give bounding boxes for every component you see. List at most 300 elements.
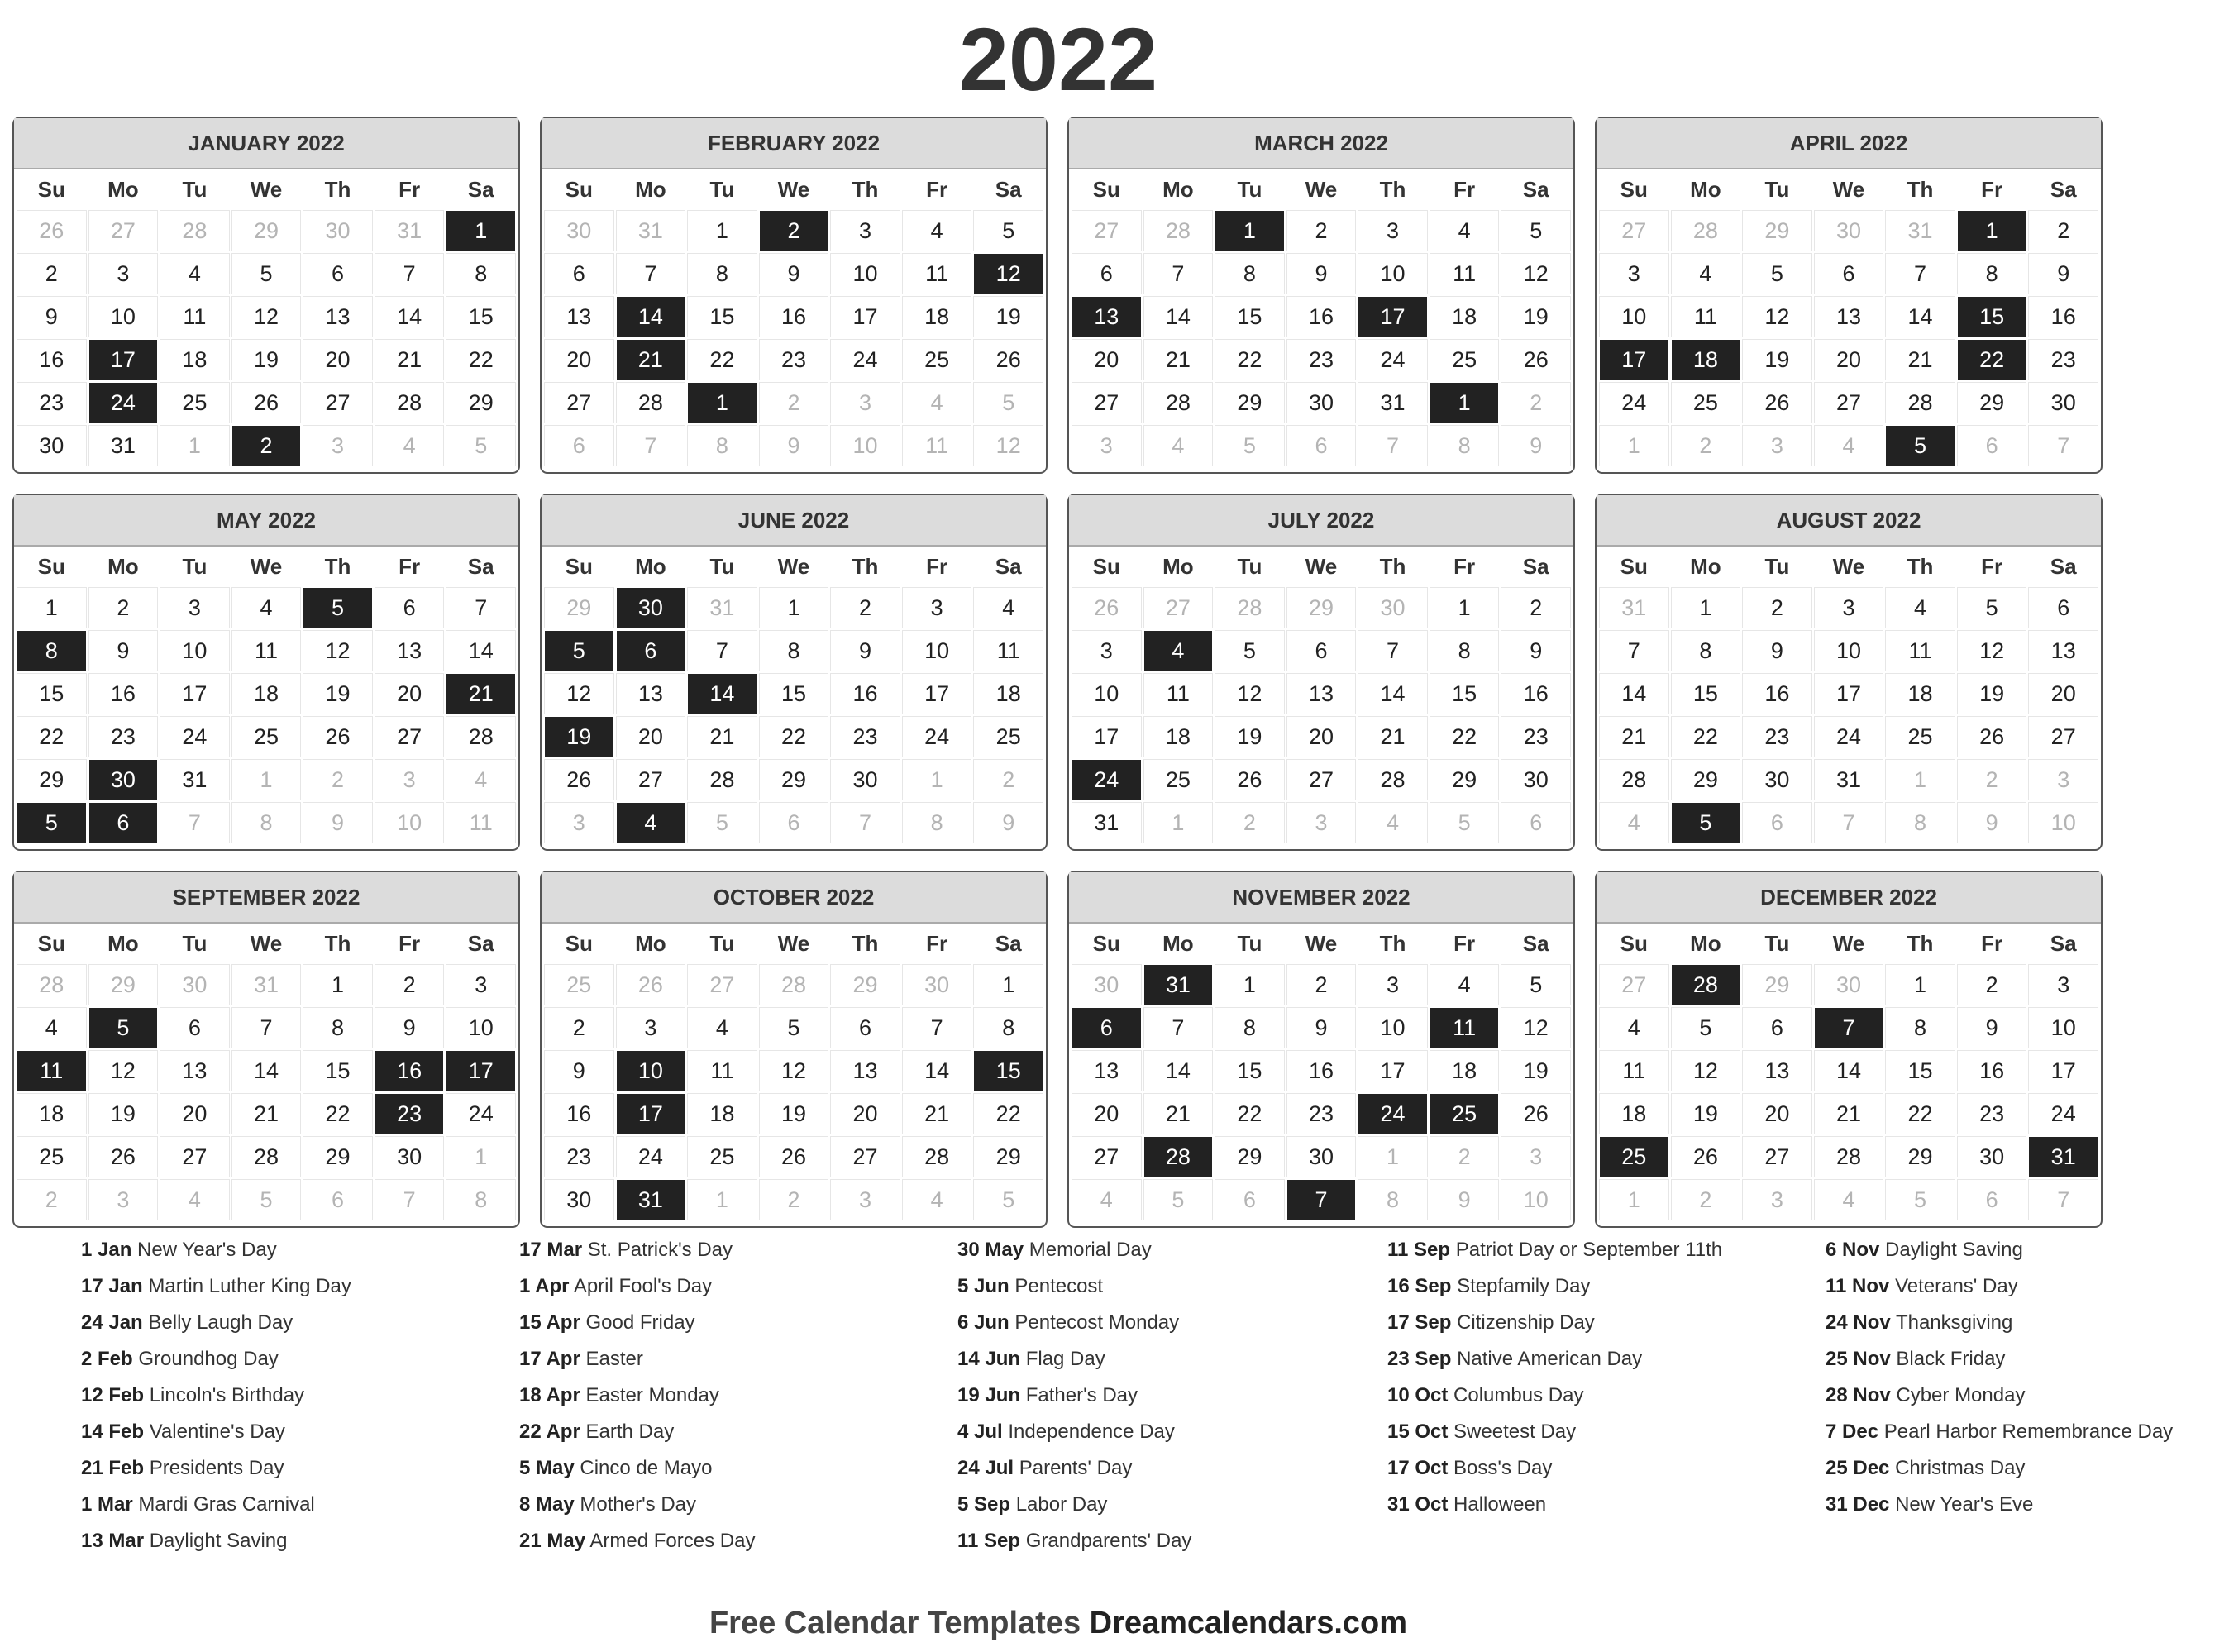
day-cell[interactable]: 19 — [1501, 297, 1570, 337]
day-cell[interactable]: 12 — [760, 1051, 828, 1091]
day-cell[interactable]: 20 — [303, 340, 372, 380]
day-cell[interactable]: 12 — [232, 297, 301, 337]
day-cell[interactable]: 14 — [1144, 1051, 1213, 1091]
day-cell[interactable]: 6 — [1287, 631, 1356, 671]
day-cell[interactable]: 8 — [303, 1008, 372, 1048]
day-cell-outside-month[interactable]: 9 — [1958, 803, 2026, 843]
day-cell[interactable]: 7 — [446, 588, 515, 628]
day-cell[interactable]: 18 — [1600, 1094, 1668, 1134]
day-cell[interactable]: 11 — [1144, 674, 1213, 714]
day-cell[interactable]: 12 — [1215, 674, 1284, 714]
day-cell-outside-month[interactable]: 2 — [760, 1180, 828, 1220]
day-cell-holiday[interactable]: 24 — [1358, 1094, 1427, 1134]
day-cell[interactable]: 6 — [831, 1008, 900, 1048]
day-cell-holiday[interactable]: 17 — [1358, 297, 1427, 337]
day-cell-outside-month[interactable]: 2 — [1501, 383, 1570, 423]
day-cell[interactable]: 11 — [160, 297, 229, 337]
day-cell-outside-month[interactable]: 3 — [1072, 426, 1141, 466]
day-cell[interactable]: 15 — [760, 674, 828, 714]
day-cell-outside-month[interactable]: 28 — [1672, 211, 1740, 251]
day-cell[interactable]: 10 — [1358, 254, 1427, 294]
day-cell-outside-month[interactable]: 2 — [760, 383, 828, 423]
day-cell[interactable]: 26 — [89, 1137, 158, 1177]
day-cell[interactable]: 16 — [2029, 297, 2098, 337]
day-cell[interactable]: 10 — [1358, 1008, 1427, 1048]
day-cell-outside-month[interactable]: 2 — [1672, 426, 1740, 466]
day-cell[interactable]: 26 — [303, 717, 372, 757]
day-cell[interactable]: 19 — [303, 674, 372, 714]
day-cell-outside-month[interactable]: 5 — [974, 383, 1043, 423]
day-cell[interactable]: 4 — [1430, 211, 1499, 251]
day-cell[interactable]: 27 — [303, 383, 372, 423]
day-cell[interactable]: 11 — [1886, 631, 1955, 671]
day-cell[interactable]: 8 — [1958, 254, 2026, 294]
day-cell-holiday[interactable]: 12 — [974, 254, 1043, 294]
day-cell[interactable]: 2 — [17, 254, 86, 294]
day-cell[interactable]: 6 — [1815, 254, 1883, 294]
day-cell-outside-month[interactable]: 30 — [903, 965, 971, 1005]
day-cell-outside-month[interactable]: 11 — [903, 426, 971, 466]
day-cell-holiday[interactable]: 6 — [89, 803, 158, 843]
day-cell[interactable]: 19 — [760, 1094, 828, 1134]
day-cell-holiday[interactable]: 5 — [1672, 803, 1740, 843]
day-cell[interactable]: 23 — [831, 717, 900, 757]
day-cell-outside-month[interactable]: 27 — [1072, 211, 1141, 251]
day-cell[interactable]: 18 — [903, 297, 971, 337]
day-cell-outside-month[interactable]: 4 — [1072, 1180, 1141, 1220]
day-cell[interactable]: 1 — [688, 211, 757, 251]
day-cell[interactable]: 3 — [903, 588, 971, 628]
day-cell-outside-month[interactable]: 4 — [1600, 803, 1668, 843]
day-cell-holiday[interactable]: 30 — [617, 588, 685, 628]
day-cell-outside-month[interactable]: 10 — [2029, 803, 2098, 843]
day-cell[interactable]: 28 — [1144, 383, 1213, 423]
day-cell-outside-month[interactable]: 6 — [1501, 803, 1570, 843]
day-cell-outside-month[interactable]: 3 — [375, 760, 444, 800]
day-cell[interactable]: 17 — [160, 674, 229, 714]
day-cell[interactable]: 29 — [446, 383, 515, 423]
day-cell[interactable]: 3 — [160, 588, 229, 628]
day-cell-outside-month[interactable]: 2 — [17, 1180, 86, 1220]
day-cell-holiday[interactable]: 6 — [1072, 1008, 1141, 1048]
day-cell-outside-month[interactable]: 5 — [446, 426, 515, 466]
day-cell-outside-month[interactable]: 27 — [688, 965, 757, 1005]
day-cell-holiday[interactable]: 13 — [1072, 297, 1141, 337]
day-cell[interactable]: 16 — [1743, 674, 1811, 714]
day-cell-outside-month[interactable]: 9 — [1430, 1180, 1499, 1220]
day-cell[interactable]: 13 — [1072, 1051, 1141, 1091]
day-cell[interactable]: 21 — [1886, 340, 1955, 380]
day-cell[interactable]: 1 — [1215, 965, 1284, 1005]
day-cell-outside-month[interactable]: 3 — [1743, 426, 1811, 466]
day-cell[interactable]: 5 — [232, 254, 301, 294]
day-cell[interactable]: 10 — [1072, 674, 1141, 714]
day-cell-outside-month[interactable]: 30 — [303, 211, 372, 251]
day-cell-outside-month[interactable]: 3 — [1743, 1180, 1811, 1220]
day-cell-outside-month[interactable]: 29 — [1287, 588, 1356, 628]
day-cell[interactable]: 21 — [903, 1094, 971, 1134]
day-cell-holiday[interactable]: 7 — [1815, 1008, 1883, 1048]
day-cell[interactable]: 7 — [1600, 631, 1668, 671]
day-cell[interactable]: 2 — [2029, 211, 2098, 251]
day-cell[interactable]: 13 — [160, 1051, 229, 1091]
day-cell[interactable]: 24 — [1600, 383, 1668, 423]
day-cell-holiday[interactable]: 17 — [89, 340, 158, 380]
day-cell[interactable]: 29 — [1886, 1137, 1955, 1177]
day-cell-holiday[interactable]: 25 — [1600, 1137, 1668, 1177]
day-cell[interactable]: 3 — [2029, 965, 2098, 1005]
day-cell-outside-month[interactable]: 30 — [545, 211, 613, 251]
day-cell-outside-month[interactable]: 2 — [303, 760, 372, 800]
day-cell-outside-month[interactable]: 8 — [688, 426, 757, 466]
day-cell[interactable]: 4 — [688, 1008, 757, 1048]
day-cell[interactable]: 21 — [1144, 1094, 1213, 1134]
day-cell-outside-month[interactable]: 5 — [688, 803, 757, 843]
day-cell[interactable]: 1 — [974, 965, 1043, 1005]
day-cell-outside-month[interactable]: 4 — [1815, 1180, 1883, 1220]
day-cell[interactable]: 23 — [1287, 340, 1356, 380]
day-cell[interactable]: 26 — [232, 383, 301, 423]
day-cell[interactable]: 23 — [1501, 717, 1570, 757]
day-cell[interactable]: 16 — [1958, 1051, 2026, 1091]
day-cell-holiday[interactable]: 14 — [617, 297, 685, 337]
day-cell[interactable]: 18 — [17, 1094, 86, 1134]
day-cell[interactable]: 26 — [1743, 383, 1811, 423]
day-cell[interactable]: 13 — [617, 674, 685, 714]
day-cell-outside-month[interactable]: 4 — [375, 426, 444, 466]
day-cell-outside-month[interactable]: 9 — [974, 803, 1043, 843]
day-cell-holiday[interactable]: 21 — [617, 340, 685, 380]
day-cell[interactable]: 31 — [1358, 383, 1427, 423]
day-cell[interactable]: 15 — [17, 674, 86, 714]
day-cell[interactable]: 23 — [1743, 717, 1811, 757]
day-cell-holiday[interactable]: 18 — [1672, 340, 1740, 380]
day-cell[interactable]: 20 — [831, 1094, 900, 1134]
day-cell[interactable]: 19 — [1215, 717, 1284, 757]
day-cell-holiday[interactable]: 5 — [89, 1008, 158, 1048]
day-cell-holiday[interactable]: 15 — [974, 1051, 1043, 1091]
day-cell[interactable]: 16 — [1501, 674, 1570, 714]
day-cell[interactable]: 16 — [831, 674, 900, 714]
day-cell[interactable]: 27 — [545, 383, 613, 423]
day-cell-outside-month[interactable]: 2 — [974, 760, 1043, 800]
day-cell[interactable]: 21 — [375, 340, 444, 380]
day-cell[interactable]: 16 — [545, 1094, 613, 1134]
day-cell[interactable]: 30 — [1287, 1137, 1356, 1177]
day-cell-outside-month[interactable]: 28 — [17, 965, 86, 1005]
day-cell[interactable]: 21 — [232, 1094, 301, 1134]
day-cell[interactable]: 19 — [1501, 1051, 1570, 1091]
day-cell[interactable]: 27 — [2029, 717, 2098, 757]
day-cell-outside-month[interactable]: 4 — [903, 1180, 971, 1220]
day-cell[interactable]: 12 — [1672, 1051, 1740, 1091]
day-cell-holiday[interactable]: 1 — [1215, 211, 1284, 251]
day-cell-outside-month[interactable]: 9 — [1501, 426, 1570, 466]
day-cell-holiday[interactable]: 1 — [1430, 383, 1499, 423]
day-cell[interactable]: 13 — [1287, 674, 1356, 714]
day-cell[interactable]: 18 — [688, 1094, 757, 1134]
day-cell[interactable]: 4 — [1672, 254, 1740, 294]
day-cell-outside-month[interactable]: 29 — [1743, 965, 1811, 1005]
day-cell-outside-month[interactable]: 1 — [1886, 760, 1955, 800]
day-cell[interactable]: 27 — [375, 717, 444, 757]
day-cell[interactable]: 17 — [2029, 1051, 2098, 1091]
day-cell[interactable]: 28 — [232, 1137, 301, 1177]
day-cell-outside-month[interactable]: 4 — [903, 383, 971, 423]
day-cell-holiday[interactable]: 4 — [617, 803, 685, 843]
day-cell-holiday[interactable]: 5 — [303, 588, 372, 628]
day-cell-holiday[interactable]: 16 — [375, 1051, 444, 1091]
day-cell[interactable]: 2 — [89, 588, 158, 628]
day-cell[interactable]: 23 — [17, 383, 86, 423]
day-cell-outside-month[interactable]: 3 — [2029, 760, 2098, 800]
day-cell[interactable]: 21 — [1144, 340, 1213, 380]
day-cell[interactable]: 1 — [1430, 588, 1499, 628]
day-cell[interactable]: 25 — [160, 383, 229, 423]
day-cell[interactable]: 27 — [1815, 383, 1883, 423]
day-cell[interactable]: 15 — [1215, 1051, 1284, 1091]
day-cell[interactable]: 24 — [831, 340, 900, 380]
day-cell-holiday[interactable]: 17 — [446, 1051, 515, 1091]
day-cell[interactable]: 10 — [160, 631, 229, 671]
day-cell[interactable]: 5 — [1958, 588, 2026, 628]
day-cell[interactable]: 3 — [1072, 631, 1141, 671]
day-cell[interactable]: 16 — [1287, 1051, 1356, 1091]
day-cell[interactable]: 22 — [1215, 1094, 1284, 1134]
day-cell[interactable]: 16 — [1287, 297, 1356, 337]
day-cell[interactable]: 10 — [89, 297, 158, 337]
day-cell[interactable]: 26 — [545, 760, 613, 800]
day-cell[interactable]: 4 — [160, 254, 229, 294]
day-cell[interactable]: 27 — [1072, 1137, 1141, 1177]
day-cell-outside-month[interactable]: 4 — [1358, 803, 1427, 843]
day-cell[interactable]: 11 — [974, 631, 1043, 671]
day-cell[interactable]: 28 — [1815, 1137, 1883, 1177]
day-cell-outside-month[interactable]: 28 — [760, 965, 828, 1005]
day-cell[interactable]: 23 — [2029, 340, 2098, 380]
day-cell[interactable]: 11 — [1672, 297, 1740, 337]
day-cell-outside-month[interactable]: 5 — [232, 1180, 301, 1220]
day-cell[interactable]: 20 — [617, 717, 685, 757]
day-cell[interactable]: 5 — [1672, 1008, 1740, 1048]
day-cell[interactable]: 31 — [160, 760, 229, 800]
day-cell[interactable]: 1 — [1672, 588, 1740, 628]
day-cell[interactable]: 7 — [232, 1008, 301, 1048]
day-cell[interactable]: 13 — [1815, 297, 1883, 337]
day-cell[interactable]: 30 — [1958, 1137, 2026, 1177]
day-cell-outside-month[interactable]: 7 — [1815, 803, 1883, 843]
day-cell[interactable]: 19 — [89, 1094, 158, 1134]
day-cell[interactable]: 3 — [89, 254, 158, 294]
day-cell[interactable]: 8 — [1215, 254, 1284, 294]
day-cell[interactable]: 13 — [831, 1051, 900, 1091]
day-cell[interactable]: 30 — [17, 426, 86, 466]
day-cell[interactable]: 18 — [1144, 717, 1213, 757]
day-cell-holiday[interactable]: 17 — [617, 1094, 685, 1134]
day-cell-holiday[interactable]: 21 — [446, 674, 515, 714]
day-cell[interactable]: 9 — [1743, 631, 1811, 671]
day-cell-holiday[interactable]: 31 — [1144, 965, 1213, 1005]
day-cell-holiday[interactable]: 1 — [1958, 211, 2026, 251]
day-cell[interactable]: 7 — [903, 1008, 971, 1048]
day-cell[interactable]: 20 — [375, 674, 444, 714]
day-cell[interactable]: 29 — [1672, 760, 1740, 800]
day-cell-outside-month[interactable]: 3 — [89, 1180, 158, 1220]
day-cell-outside-month[interactable]: 8 — [446, 1180, 515, 1220]
day-cell-holiday[interactable]: 1 — [446, 211, 515, 251]
day-cell[interactable]: 29 — [1215, 1137, 1284, 1177]
day-cell[interactable]: 2 — [545, 1008, 613, 1048]
day-cell-outside-month[interactable]: 1 — [1600, 1180, 1668, 1220]
day-cell[interactable]: 27 — [160, 1137, 229, 1177]
day-cell[interactable]: 3 — [617, 1008, 685, 1048]
day-cell[interactable]: 14 — [232, 1051, 301, 1091]
day-cell[interactable]: 1 — [1886, 965, 1955, 1005]
day-cell[interactable]: 8 — [1430, 631, 1499, 671]
day-cell[interactable]: 5 — [1215, 631, 1284, 671]
day-cell[interactable]: 29 — [974, 1137, 1043, 1177]
day-cell-holiday[interactable]: 4 — [1144, 631, 1213, 671]
day-cell-outside-month[interactable]: 1 — [688, 1180, 757, 1220]
day-cell[interactable]: 27 — [617, 760, 685, 800]
day-cell[interactable]: 25 — [688, 1137, 757, 1177]
day-cell-outside-month[interactable]: 3 — [831, 1180, 900, 1220]
day-cell-outside-month[interactable]: 4 — [1144, 426, 1213, 466]
day-cell[interactable]: 26 — [1672, 1137, 1740, 1177]
day-cell[interactable]: 24 — [617, 1137, 685, 1177]
day-cell-holiday[interactable]: 2 — [760, 211, 828, 251]
day-cell-outside-month[interactable]: 3 — [303, 426, 372, 466]
day-cell[interactable]: 5 — [760, 1008, 828, 1048]
day-cell-outside-month[interactable]: 3 — [831, 383, 900, 423]
day-cell-holiday[interactable]: 7 — [1287, 1180, 1356, 1220]
day-cell[interactable]: 10 — [831, 254, 900, 294]
day-cell[interactable]: 30 — [1501, 760, 1570, 800]
day-cell[interactable]: 30 — [1287, 383, 1356, 423]
day-cell-outside-month[interactable]: 3 — [1501, 1137, 1570, 1177]
day-cell-outside-month[interactable]: 6 — [303, 1180, 372, 1220]
day-cell[interactable]: 11 — [1430, 254, 1499, 294]
day-cell-outside-month[interactable]: 8 — [1886, 803, 1955, 843]
day-cell[interactable]: 14 — [446, 631, 515, 671]
day-cell[interactable]: 30 — [831, 760, 900, 800]
day-cell[interactable]: 28 — [903, 1137, 971, 1177]
day-cell[interactable]: 10 — [2029, 1008, 2098, 1048]
day-cell-outside-month[interactable]: 1 — [903, 760, 971, 800]
day-cell[interactable]: 17 — [1072, 717, 1141, 757]
day-cell[interactable]: 8 — [974, 1008, 1043, 1048]
day-cell[interactable]: 24 — [1815, 717, 1883, 757]
day-cell-outside-month[interactable]: 1 — [1144, 803, 1213, 843]
day-cell[interactable]: 26 — [1501, 1094, 1570, 1134]
day-cell[interactable]: 22 — [1886, 1094, 1955, 1134]
day-cell-outside-month[interactable]: 30 — [1358, 588, 1427, 628]
day-cell-holiday[interactable]: 14 — [688, 674, 757, 714]
day-cell[interactable]: 2 — [1287, 965, 1356, 1005]
day-cell-holiday[interactable]: 25 — [1430, 1094, 1499, 1134]
day-cell-outside-month[interactable]: 28 — [1144, 211, 1213, 251]
day-cell[interactable]: 24 — [903, 717, 971, 757]
day-cell[interactable]: 9 — [17, 297, 86, 337]
day-cell-holiday[interactable]: 19 — [545, 717, 613, 757]
day-cell[interactable]: 22 — [1672, 717, 1740, 757]
day-cell[interactable]: 13 — [1743, 1051, 1811, 1091]
day-cell-outside-month[interactable]: 5 — [1886, 1180, 1955, 1220]
day-cell-outside-month[interactable]: 6 — [1958, 1180, 2026, 1220]
day-cell-outside-month[interactable]: 6 — [1215, 1180, 1284, 1220]
day-cell[interactable]: 6 — [375, 588, 444, 628]
day-cell[interactable]: 9 — [2029, 254, 2098, 294]
day-cell-outside-month[interactable]: 29 — [1743, 211, 1811, 251]
day-cell[interactable]: 1 — [17, 588, 86, 628]
day-cell-outside-month[interactable]: 30 — [1815, 965, 1883, 1005]
day-cell[interactable]: 31 — [1815, 760, 1883, 800]
day-cell-outside-month[interactable]: 8 — [1358, 1180, 1427, 1220]
day-cell-outside-month[interactable]: 4 — [160, 1180, 229, 1220]
day-cell-holiday[interactable]: 24 — [1072, 760, 1141, 800]
day-cell[interactable]: 2 — [1287, 211, 1356, 251]
day-cell-outside-month[interactable]: 3 — [545, 803, 613, 843]
day-cell[interactable]: 26 — [1501, 340, 1570, 380]
day-cell[interactable]: 7 — [1358, 631, 1427, 671]
day-cell[interactable]: 9 — [1287, 1008, 1356, 1048]
day-cell-outside-month[interactable]: 5 — [1144, 1180, 1213, 1220]
day-cell[interactable]: 27 — [1287, 760, 1356, 800]
day-cell[interactable]: 19 — [1743, 340, 1811, 380]
day-cell[interactable]: 10 — [1815, 631, 1883, 671]
day-cell[interactable]: 11 — [1600, 1051, 1668, 1091]
day-cell[interactable]: 11 — [688, 1051, 757, 1091]
day-cell[interactable]: 7 — [1886, 254, 1955, 294]
day-cell[interactable]: 8 — [1215, 1008, 1284, 1048]
day-cell[interactable]: 25 — [1886, 717, 1955, 757]
day-cell-holiday[interactable]: 24 — [89, 383, 158, 423]
day-cell-outside-month[interactable]: 6 — [1287, 426, 1356, 466]
day-cell[interactable]: 27 — [831, 1137, 900, 1177]
day-cell[interactable]: 6 — [2029, 588, 2098, 628]
day-cell[interactable]: 15 — [688, 297, 757, 337]
day-cell[interactable]: 9 — [1958, 1008, 2026, 1048]
day-cell-outside-month[interactable]: 31 — [1886, 211, 1955, 251]
day-cell[interactable]: 9 — [760, 254, 828, 294]
day-cell[interactable]: 14 — [1886, 297, 1955, 337]
day-cell[interactable]: 2 — [1501, 588, 1570, 628]
day-cell[interactable]: 22 — [688, 340, 757, 380]
day-cell[interactable]: 17 — [903, 674, 971, 714]
day-cell[interactable]: 7 — [1144, 254, 1213, 294]
day-cell[interactable]: 4 — [903, 211, 971, 251]
day-cell-outside-month[interactable]: 26 — [617, 965, 685, 1005]
day-cell[interactable]: 9 — [1287, 254, 1356, 294]
day-cell[interactable]: 25 — [974, 717, 1043, 757]
day-cell[interactable]: 30 — [545, 1180, 613, 1220]
day-cell[interactable]: 15 — [1215, 297, 1284, 337]
day-cell[interactable]: 22 — [760, 717, 828, 757]
day-cell-outside-month[interactable]: 8 — [1430, 426, 1499, 466]
day-cell[interactable]: 7 — [1144, 1008, 1213, 1048]
day-cell[interactable]: 14 — [1358, 674, 1427, 714]
day-cell[interactable]: 15 — [1430, 674, 1499, 714]
day-cell[interactable]: 13 — [303, 297, 372, 337]
day-cell-outside-month[interactable]: 7 — [375, 1180, 444, 1220]
day-cell[interactable]: 6 — [545, 254, 613, 294]
day-cell[interactable]: 20 — [1287, 717, 1356, 757]
day-cell[interactable]: 29 — [760, 760, 828, 800]
day-cell[interactable]: 24 — [160, 717, 229, 757]
day-cell-outside-month[interactable]: 29 — [232, 211, 301, 251]
day-cell-outside-month[interactable]: 7 — [160, 803, 229, 843]
day-cell-holiday[interactable]: 23 — [375, 1094, 444, 1134]
